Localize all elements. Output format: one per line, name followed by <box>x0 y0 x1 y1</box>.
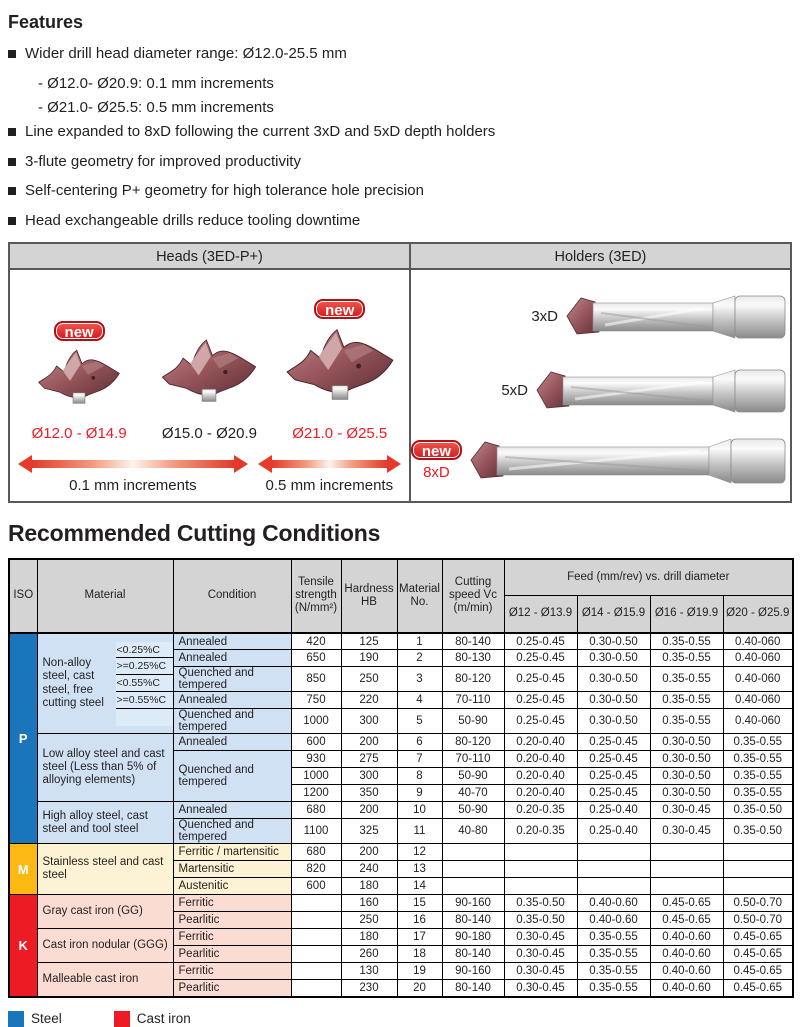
cast-iron-swatch-icon <box>114 1011 130 1027</box>
cutting-speed-cell: 80-130 <box>442 650 504 667</box>
feed-cell: 0.45-0.65 <box>650 912 723 929</box>
feed-cell: 0.20-0.40 <box>504 768 577 785</box>
bullet-icon <box>8 158 16 166</box>
legend-item-cast-iron <box>114 1011 191 1027</box>
table-row <box>9 895 793 912</box>
hardness-cell: 160 <box>341 895 397 912</box>
cutting-speed-cell: 50-90 <box>442 802 504 819</box>
table-row <box>9 844 793 861</box>
holders-panel-body <box>411 270 790 501</box>
drill-head-image <box>34 345 124 416</box>
legend-label: Steel <box>31 1011 62 1027</box>
increment-label: 0.5 mm increments <box>265 476 394 494</box>
head-diameter-range: Ø12.0 - Ø14.9 <box>31 424 127 442</box>
drill-head-image <box>157 334 261 416</box>
tensile-cell: 1000 <box>291 768 341 785</box>
tensile-cell: 1200 <box>291 785 341 802</box>
hardness-cell: 275 <box>341 751 397 768</box>
cutting-speed-cell: 50-90 <box>442 768 504 785</box>
increment-segment <box>258 454 401 494</box>
hardness-cell: 300 <box>341 709 397 734</box>
material-cell: High alloy steel, cast steel and tool steel <box>37 802 173 844</box>
feature-item <box>8 212 792 231</box>
col-header-feed-range: Ø20 - Ø25.9 <box>723 596 793 633</box>
feed-cell: 0.20-0.40 <box>504 751 577 768</box>
feed-cell: 0.35-0.55 <box>577 980 650 997</box>
feed-cell: 0.40-060 <box>723 650 793 667</box>
col-header-cutting-speed: Cutting speed Vc (m/min) <box>442 559 504 633</box>
feed-cell <box>650 844 723 861</box>
feature-item <box>8 123 792 142</box>
feed-cell: 0.45-0.65 <box>723 929 793 946</box>
material-cell: Malleable cast iron <box>37 963 173 997</box>
tensile-cell <box>291 929 341 946</box>
steel-swatch-icon <box>8 1011 24 1027</box>
drill-holder-image <box>469 434 787 488</box>
condition-cell: Ferritic <box>173 895 291 912</box>
holder-depth-label: 3xD <box>531 308 558 326</box>
feed-cell: 0.30-0.50 <box>650 751 723 768</box>
tensile-cell <box>291 980 341 997</box>
feed-cell: 0.25-0.45 <box>577 751 650 768</box>
cutting-table-body <box>9 633 793 997</box>
cutting-speed-cell: 80-120 <box>442 734 504 751</box>
feed-cell: 0.25-0.40 <box>577 802 650 819</box>
new-badge: new <box>411 440 462 460</box>
material-no-cell: 2 <box>397 650 442 667</box>
condition-cell: Ferritic <box>173 963 291 980</box>
hardness-cell: 220 <box>341 692 397 709</box>
tensile-cell <box>291 946 341 963</box>
head-item <box>275 276 405 442</box>
carbon-content-labels: <0.25%C >=0.25%C <0.55%C >=0.55%C <box>116 642 173 726</box>
table-row <box>9 633 793 650</box>
drill-head-image <box>281 323 399 416</box>
holders-panel <box>411 244 790 501</box>
head-item <box>144 276 274 442</box>
cutting-conditions-title: Recommended Cutting Conditions <box>8 519 381 546</box>
feed-cell: 0.40-0.60 <box>577 895 650 912</box>
feature-item <box>8 45 792 64</box>
feed-cell <box>723 861 793 878</box>
feed-cell: 0.25-0.40 <box>577 819 650 844</box>
cutting-speed-cell: 80-120 <box>442 667 504 692</box>
legend-item-steel <box>8 1011 62 1027</box>
condition-cell: Quenched and tempered <box>173 751 291 802</box>
hardness-cell: 240 <box>341 861 397 878</box>
feed-cell: 0.45-0.65 <box>723 963 793 980</box>
condition-cell: Ferritic / martensitic <box>173 844 291 861</box>
cutting-speed-cell: 40-80 <box>442 819 504 844</box>
holder-tag <box>411 440 462 481</box>
feature-text: 3-flute geometry for improved productivity <box>25 152 301 170</box>
feed-cell: 0.30-0.45 <box>504 980 577 997</box>
feed-cell: 0.20-0.35 <box>504 802 577 819</box>
holder-item <box>501 366 787 416</box>
material-no-cell: 20 <box>397 980 442 997</box>
feed-cell: 0.25-0.45 <box>504 667 577 692</box>
material-cell: Gray cast iron (GG) <box>37 895 173 929</box>
feed-cell: 0.25-0.45 <box>504 633 577 650</box>
material-no-cell: 16 <box>397 912 442 929</box>
material-no-cell: 6 <box>397 734 442 751</box>
tensile-cell: 1000 <box>291 709 341 734</box>
head-diameter-range: Ø21.0 - Ø25.5 <box>292 424 388 442</box>
cutting-speed-cell: 90-180 <box>442 929 504 946</box>
feed-cell <box>650 861 723 878</box>
material-no-cell: 5 <box>397 709 442 734</box>
hardness-cell: 250 <box>341 667 397 692</box>
bullet-icon <box>8 128 16 136</box>
tensile-cell <box>291 912 341 929</box>
features-title: Features <box>8 12 84 32</box>
feed-cell: 0.25-0.45 <box>504 709 577 734</box>
feed-cell: 0.30-0.50 <box>577 692 650 709</box>
tensile-cell: 1100 <box>291 819 341 844</box>
feed-cell: 0.30-0.50 <box>577 650 650 667</box>
feed-cell: 0.35-0.55 <box>577 929 650 946</box>
feed-cell: 0.35-0.55 <box>723 734 793 751</box>
material-no-cell: 10 <box>397 802 442 819</box>
col-header-iso: ISO <box>9 559 37 633</box>
feature-subitem: - Ø12.0- Ø20.9: 0.1 mm increments <box>38 74 274 92</box>
features-list <box>8 45 792 231</box>
head-item <box>14 276 144 442</box>
feed-cell: 0.45-0.65 <box>723 980 793 997</box>
bullet-icon <box>8 50 16 58</box>
condition-cell: Pearlitic <box>173 946 291 963</box>
feature-item <box>8 182 792 201</box>
material-no-cell: 12 <box>397 844 442 861</box>
material-legend <box>8 1011 792 1027</box>
head-diameter-range: Ø15.0 - Ø20.9 <box>161 424 257 442</box>
bullet-icon <box>8 217 16 225</box>
feed-cell: 0.25-0.45 <box>504 692 577 709</box>
hardness-cell: 190 <box>341 650 397 667</box>
tensile-cell: 600 <box>291 734 341 751</box>
condition-cell: Ferritic <box>173 929 291 946</box>
condition-cell: Annealed <box>173 650 291 667</box>
feed-cell <box>650 878 723 895</box>
hardness-cell: 350 <box>341 785 397 802</box>
condition-cell: Quenched and tempered <box>173 819 291 844</box>
heads-row <box>10 270 409 442</box>
iso-group-cell: M <box>9 844 37 895</box>
tensile-cell <box>291 963 341 980</box>
double-arrow-icon <box>272 460 387 468</box>
feed-cell <box>504 844 577 861</box>
material-no-cell: 7 <box>397 751 442 768</box>
feed-cell: 0.35-0.55 <box>650 709 723 734</box>
hardness-cell: 250 <box>341 912 397 929</box>
feed-cell: 0.40-0.60 <box>577 912 650 929</box>
double-arrow-icon <box>32 460 234 468</box>
feed-cell <box>504 878 577 895</box>
cutting-speed-cell: 70-110 <box>442 751 504 768</box>
feature-text: Line expanded to 8xD following the current 3xD and 5xD depth holders <box>25 122 496 140</box>
feed-cell <box>577 861 650 878</box>
condition-cell: Quenched and tempered <box>173 667 291 692</box>
feed-cell: 0.40-0.60 <box>650 946 723 963</box>
feed-cell <box>723 844 793 861</box>
feed-cell: 0.20-0.35 <box>504 819 577 844</box>
tensile-cell: 600 <box>291 878 341 895</box>
feed-cell: 0.30-0.50 <box>577 633 650 650</box>
material-no-cell: 11 <box>397 819 442 844</box>
feed-cell: 0.20-0.40 <box>504 734 577 751</box>
condition-cell: Annealed <box>173 734 291 751</box>
material-cell: Cast iron nodular (GGG) <box>37 929 173 963</box>
feed-cell: 0.30-0.45 <box>504 963 577 980</box>
feed-cell: 0.35-0.55 <box>723 785 793 802</box>
hardness-cell: 200 <box>341 844 397 861</box>
feed-cell: 0.45-0.65 <box>650 895 723 912</box>
feed-cell: 0.35-0.55 <box>650 692 723 709</box>
feed-cell: 0.30-0.50 <box>650 785 723 802</box>
cutting-speed-cell <box>442 861 504 878</box>
cutting-speed-cell: 40-70 <box>442 785 504 802</box>
feed-cell: 0.30-0.45 <box>504 929 577 946</box>
feed-cell: 0.40-0.60 <box>650 929 723 946</box>
feed-cell: 0.35-0.55 <box>577 963 650 980</box>
iso-group-cell: P <box>9 633 37 844</box>
material-no-cell: 18 <box>397 946 442 963</box>
hardness-cell: 230 <box>341 980 397 997</box>
feed-cell: 0.30-0.50 <box>650 734 723 751</box>
col-header-feed-range: Ø16 - Ø19.9 <box>650 596 723 633</box>
table-header <box>9 559 793 633</box>
feed-cell: 0.35-0.55 <box>650 667 723 692</box>
hardness-cell: 130 <box>341 963 397 980</box>
tensile-cell <box>291 895 341 912</box>
material-no-cell: 14 <box>397 878 442 895</box>
tensile-cell: 750 <box>291 692 341 709</box>
feed-cell: 0.35-0.55 <box>650 633 723 650</box>
feed-cell <box>577 844 650 861</box>
hardness-cell: 200 <box>341 802 397 819</box>
tensile-cell: 680 <box>291 844 341 861</box>
drill-holder-image <box>565 292 787 342</box>
feed-cell: 0.35-0.50 <box>504 895 577 912</box>
cutting-speed-cell: 80-140 <box>442 633 504 650</box>
feed-cell: 0.25-0.45 <box>504 650 577 667</box>
feed-cell: 0.35-0.55 <box>577 946 650 963</box>
col-header-hardness: Hardness HB <box>341 559 397 633</box>
feed-cell <box>504 861 577 878</box>
feed-cell: 0.35-0.55 <box>723 768 793 785</box>
condition-cell: Martensitic <box>173 861 291 878</box>
feed-cell: 0.20-0.40 <box>504 785 577 802</box>
condition-cell: Annealed <box>173 692 291 709</box>
feed-cell <box>577 878 650 895</box>
feed-cell: 0.40-060 <box>723 709 793 734</box>
material-no-cell: 3 <box>397 667 442 692</box>
feed-cell: 0.30-0.50 <box>577 709 650 734</box>
increment-label: 0.1 mm increments <box>69 476 197 494</box>
feed-cell: 0.30-0.50 <box>577 667 650 692</box>
feature-text: Head exchangeable drills reduce tooling downtime <box>25 212 361 229</box>
cutting-speed-cell: 50-90 <box>442 709 504 734</box>
feed-cell: 0.30-0.45 <box>504 946 577 963</box>
feed-cell: 0.40-0.60 <box>650 980 723 997</box>
heads-panel-body <box>10 270 409 501</box>
cutting-speed-cell: 90-160 <box>442 895 504 912</box>
feed-cell: 0.30-0.50 <box>650 768 723 785</box>
tensile-cell: 680 <box>291 802 341 819</box>
table-row <box>9 734 793 751</box>
condition-cell: Pearlitic <box>173 912 291 929</box>
increments-arrows <box>10 454 409 494</box>
new-badge: new <box>314 299 365 319</box>
tensile-cell: 650 <box>291 650 341 667</box>
cutting-speed-cell: 90-160 <box>442 963 504 980</box>
feed-cell <box>723 878 793 895</box>
heads-holders-figure <box>8 242 792 503</box>
tensile-cell: 850 <box>291 667 341 692</box>
material-no-cell: 17 <box>397 929 442 946</box>
col-header-tensile: Tensile strength (N/mm²) <box>291 559 341 633</box>
feed-cell: 0.35-0.50 <box>504 912 577 929</box>
material-cell: Stainless steel and cast steel <box>37 844 173 895</box>
material-no-cell: 13 <box>397 861 442 878</box>
increment-segment <box>18 454 248 494</box>
col-header-feed-range: Ø14 - Ø15.9 <box>577 596 650 633</box>
cutting-speed-cell: 80-140 <box>442 980 504 997</box>
new-badge: new <box>54 321 105 341</box>
material-no-cell: 8 <box>397 768 442 785</box>
tensile-cell: 420 <box>291 633 341 650</box>
bullet-icon <box>8 187 16 195</box>
drill-holder-image <box>535 366 787 416</box>
feature-text: Wider drill head diameter range: Ø12.0-25.5 mm <box>25 45 347 62</box>
holders-panel-title: Holders (3ED) <box>411 244 790 270</box>
hardness-cell: 200 <box>341 734 397 751</box>
heads-panel-title: Heads (3ED-P+) <box>10 244 409 270</box>
tensile-cell: 820 <box>291 861 341 878</box>
condition-cell: Pearlitic <box>173 980 291 997</box>
feed-cell: 0.25-0.45 <box>577 734 650 751</box>
material-cell: Low alloy steel and cast steel (Less than 5% of alloying elements) <box>37 734 173 802</box>
material-no-cell: 1 <box>397 633 442 650</box>
col-header-material: Material <box>37 559 173 633</box>
condition-cell: Annealed <box>173 802 291 819</box>
feed-cell: 0.35-0.55 <box>723 751 793 768</box>
material-no-cell: 19 <box>397 963 442 980</box>
feed-cell: 0.25-0.45 <box>577 785 650 802</box>
feed-cell: 0.25-0.45 <box>577 768 650 785</box>
legend-label: Cast iron <box>136 1011 191 1027</box>
feed-cell: 0.45-0.65 <box>723 946 793 963</box>
feature-text: Self-centering P+ geometry for high tolerance hole precision <box>25 182 424 200</box>
condition-cell: Austenitic <box>173 878 291 895</box>
cutting-conditions-table <box>8 558 794 998</box>
material-cell: Non-alloy steel, cast steel, free cutting steel <0.25%C >=0.25%C <0.55%C >=0.55%C <box>37 633 173 734</box>
cutting-speed-cell: 80-140 <box>442 912 504 929</box>
hardness-cell: 260 <box>341 946 397 963</box>
feed-cell: 0.40-060 <box>723 667 793 692</box>
condition-cell: Quenched and tempered <box>173 709 291 734</box>
col-header-condition: Condition <box>173 559 291 633</box>
feature-item <box>8 153 792 172</box>
col-header-material-no: Material No. <box>397 559 442 633</box>
table-row <box>9 802 793 819</box>
feed-cell: 0.35-0.50 <box>723 802 793 819</box>
cutting-speed-cell <box>442 844 504 861</box>
hardness-cell: 325 <box>341 819 397 844</box>
table-row <box>9 963 793 980</box>
tensile-cell: 930 <box>291 751 341 768</box>
holder-depth-label: 5xD <box>501 382 528 400</box>
cutting-speed-cell: 70-110 <box>442 692 504 709</box>
feed-cell: 0.40-0.60 <box>650 963 723 980</box>
holder-item <box>411 434 787 488</box>
material-no-cell: 9 <box>397 785 442 802</box>
heads-panel <box>10 244 411 501</box>
feed-cell: 0.30-0.45 <box>650 802 723 819</box>
feature-subitem: - Ø21.0- Ø25.5: 0.5 mm increments <box>38 98 274 116</box>
hardness-cell: 125 <box>341 633 397 650</box>
cutting-speed-cell: 80-140 <box>442 946 504 963</box>
cutting-speed-cell <box>442 878 504 895</box>
material-no-cell: 15 <box>397 895 442 912</box>
feed-cell: 0.40-060 <box>723 633 793 650</box>
holder-depth-label: 8xD <box>423 464 450 482</box>
feed-cell: 0.35-0.50 <box>723 819 793 844</box>
hardness-cell: 180 <box>341 878 397 895</box>
feed-cell: 0.35-0.55 <box>650 650 723 667</box>
feed-cell: 0.50-0.70 <box>723 912 793 929</box>
feed-cell: 0.50-0.70 <box>723 895 793 912</box>
material-no-cell: 4 <box>397 692 442 709</box>
table-row <box>9 929 793 946</box>
hardness-cell: 300 <box>341 768 397 785</box>
iso-group-cell: K <box>9 895 37 997</box>
col-header-feed-group: Feed (mm/rev) vs. drill diameter <box>504 559 793 596</box>
feed-cell: 0.40-060 <box>723 692 793 709</box>
holder-item <box>531 292 787 342</box>
hardness-cell: 180 <box>341 929 397 946</box>
condition-cell: Annealed <box>173 633 291 650</box>
feed-cell: 0.30-0.45 <box>650 819 723 844</box>
col-header-feed-range: Ø12 - Ø13.9 <box>504 596 577 633</box>
